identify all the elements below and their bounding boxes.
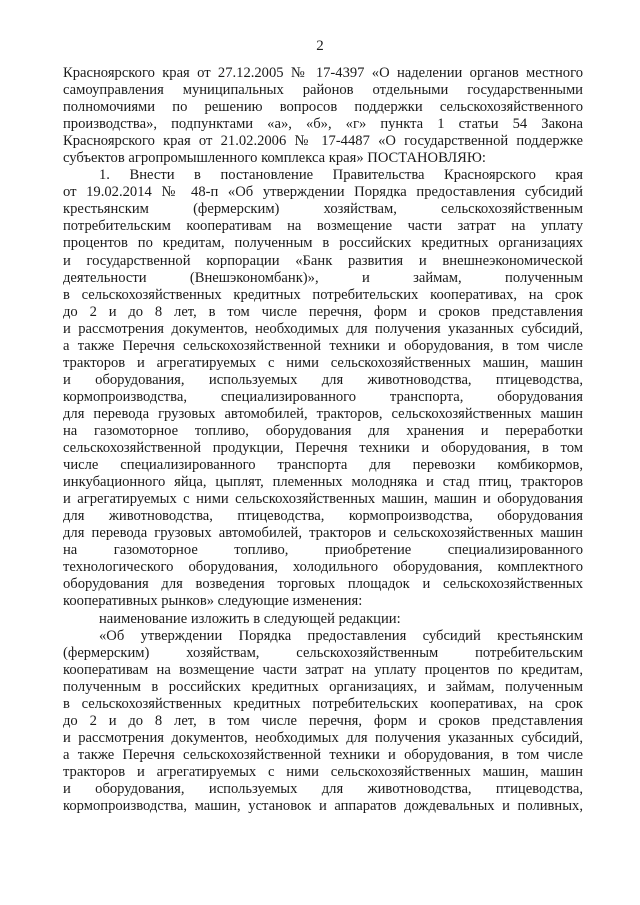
text-line: и государственной корпорации «Банк развития и внешнеэкономической bbox=[63, 252, 583, 269]
text-line: и оборудования, используемых для животноводства, птицеводства, bbox=[63, 371, 583, 388]
text-line: до 2 и до 8 лет, в том числе перечня, форм и сроков представления bbox=[63, 712, 583, 729]
text-line: тракторов и агрегатируемых с ними сельскохозяйственных машин, машин bbox=[63, 354, 583, 371]
text-line: кооперативам на возмещение части затрат на уплату процентов по кредитам, bbox=[63, 661, 583, 678]
text-line: для перевода грузовых автомобилей, тракторов и сельскохозяйственных машин bbox=[63, 525, 583, 542]
text-line: и оборудования, используемых для животноводства, птицеводства, bbox=[63, 780, 583, 797]
text-line: кооперативных рынков» следующие изменения: bbox=[63, 593, 363, 610]
text-line: технологического оборудования, холодильного оборудования, комплектного bbox=[63, 559, 583, 576]
text-line: для перевода грузовых автомобилей, тракторов, сельскохозяйственных машин bbox=[63, 405, 583, 422]
text-line: потребительским кооперативам на возмещение части затрат на уплату bbox=[63, 218, 583, 235]
text-line: тракторов и агрегатируемых с ними сельскохозяйственных машин, машин bbox=[63, 763, 583, 780]
text-line: субъектов агропромышленного комплекса края» ПОСТАНОВЛЯЮ: bbox=[63, 150, 486, 167]
page-number: 2 bbox=[316, 38, 324, 54]
text-line: сельскохозяйственной продукции, Перечня техники и оборудования, в том bbox=[63, 440, 583, 457]
text-line: полномочиями по решению вопросов поддержки сельскохозяйственного bbox=[63, 99, 583, 116]
text-line: на газомоторное топливо, приобретение специализированного bbox=[63, 542, 583, 559]
text-line: «Об утверждении Порядка предоставления субсидий крестьянским bbox=[99, 627, 583, 644]
text-line: инкубационного яйца, цыплят, племенных молодняка и стад птиц, тракторов bbox=[63, 474, 583, 491]
text-line: деятельности (Внешэкономбанк)», и займам, полученным bbox=[63, 269, 583, 286]
text-line: в сельскохозяйственных кредитных потребительских кооперативах, на срок bbox=[63, 286, 583, 303]
text-line: и рассмотрения документов, необходимых для получения указанных субсидий, bbox=[63, 320, 583, 337]
text-line: (фермерским) хозяйствам, сельскохозяйственным потребительским bbox=[63, 644, 583, 661]
text-line: оборудования для возведения торговых площадок и сельскохозяйственных bbox=[63, 576, 583, 593]
text-line: для животноводства, птицеводства, кормопроизводства, оборудования bbox=[63, 508, 583, 525]
text-line: крестьянским (фермерским) хозяйствам, сельскохозяйственным bbox=[63, 201, 583, 218]
text-line: 1. Внести в постановление Правительства Красноярского края bbox=[99, 167, 583, 184]
document-body bbox=[63, 65, 583, 815]
text-line: и агрегатируемых с ними сельскохозяйственных машин, машин и оборудования bbox=[63, 491, 583, 508]
text-line: наименование изложить в следующей редакции: bbox=[99, 610, 401, 627]
text-line: от 19.02.2014 № 48-п «Об утверждении Порядка предоставления субсидий bbox=[63, 184, 583, 201]
text-line: числе специализированного транспорта для перевозки комбикормов, bbox=[63, 457, 583, 474]
text-line: в сельскохозяйственных кредитных потребительских кооперативах, на срок bbox=[63, 695, 583, 712]
text-line: Красноярского края от 21.02.2006 № 17-4487 «О государственной поддержке bbox=[63, 133, 583, 150]
text-line: кормопроизводства, специализированного транспорта, оборудования bbox=[63, 388, 583, 405]
text-line: самоуправления муниципальных районов отдельными государственными bbox=[63, 82, 583, 99]
text-line: производства», подпунктами «а», «б», «г» пункта 1 статьи 54 Закона bbox=[63, 116, 583, 133]
text-line: а также Перечня сельскохозяйственной техники и оборудования, в том числе bbox=[63, 337, 583, 354]
text-line: а также Перечня сельскохозяйственной техники и оборудования, в том числе bbox=[63, 746, 583, 763]
text-line: кормопроизводства, машин, установок и аппаратов дождевальных и поливных, bbox=[63, 798, 583, 815]
text-line: на газомоторное топливо, оборудования для хранения и переработки bbox=[63, 422, 583, 439]
text-line: процентов по кредитам, полученным в российских кредитных организациях bbox=[63, 235, 583, 252]
text-line: полученным в российских кредитных организациях, и займам, полученным bbox=[63, 678, 583, 695]
text-line: Красноярского края от 27.12.2005 № 17-4397 «О наделении органов местного bbox=[63, 65, 583, 81]
text-line: и рассмотрения документов, необходимых для получения указанных субсидий, bbox=[63, 729, 583, 746]
text-line: до 2 и до 8 лет, в том числе перечня, форм и сроков представления bbox=[63, 303, 583, 320]
